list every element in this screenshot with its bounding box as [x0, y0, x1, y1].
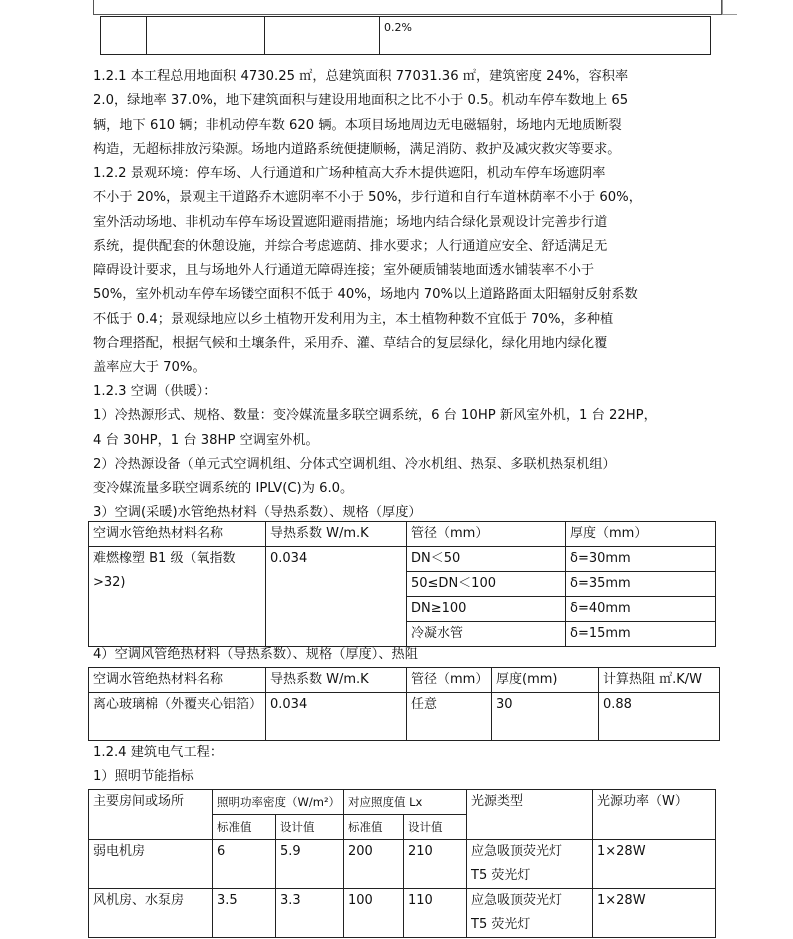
- section-1-2-1: [93, 65, 721, 162]
- table-header: 对应照度值 Lx: [344, 790, 467, 815]
- top-table-fragment: [100, 16, 711, 55]
- page-header-border: [93, 0, 722, 15]
- table-subheader: 设计值: [276, 815, 344, 840]
- text-line: 2.0，绿地率 37.0%，地下建筑面积与建设用地面积之比不小于 0.5。机动车停车数地上 65: [93, 93, 629, 109]
- table-cell: δ=15mm: [566, 622, 716, 647]
- text-line: 2）冷热源设备（单元式空调机组、分体式空调机组、冷水机组、热泵、多联机热泵机组）: [93, 456, 616, 472]
- text-line: 障碍设计要求，且与场地外人行通道无障碍连接；室外硬质铺装地面透水铺装率不小于: [93, 263, 595, 279]
- text-line: 变冷媒流量多联空调系统的 IPLV(C)为 6.0。: [93, 481, 354, 497]
- table-header: 导热系数 W/m.K: [266, 668, 407, 693]
- table-cell: [467, 840, 593, 889]
- table-cell: 100: [344, 889, 404, 938]
- table-header: 光源功率（W）: [593, 790, 716, 840]
- section-heading: 1.2.4 建筑电气工程：: [93, 745, 224, 760]
- text-line: 4 台 30HP，1 台 38HP 空调室外机。: [93, 432, 319, 448]
- table-header: 厚度（mm）: [566, 522, 716, 547]
- table-cell-material: 难燃橡塑 B1 级（氧指数>32): [89, 547, 266, 647]
- table-cell: 210: [404, 840, 467, 889]
- table-cell: DN＜50: [407, 547, 566, 572]
- table-cell: DN≥100: [407, 597, 566, 622]
- page-corner-mark: [722, 0, 737, 15]
- section-heading: 1.2.3 空调（供暖）：: [93, 384, 217, 399]
- text-line: 不低于 0.4；景观绿地应以乡土植物开发利用为主，本土植物种数不宜低于 70%，多种植: [93, 311, 614, 327]
- table-header: 主要房间或场所: [89, 790, 213, 840]
- section-1-2-3: [93, 380, 721, 526]
- table-header: 空调水管绝热材料名称: [89, 522, 266, 547]
- text-line: 辆，地下 610 辆；非机动停车数 620 辆。本项目场地周边无电磁辐射，场地内无地质断裂: [93, 117, 622, 133]
- table-cell: 冷凝水管: [407, 622, 566, 647]
- table-header: 照明功率密度（W/m²）: [213, 790, 344, 815]
- table-cell: 110: [404, 889, 467, 938]
- table-cell: δ=40mm: [566, 597, 716, 622]
- table-cell: δ=30mm: [566, 547, 716, 572]
- table-cell: 0.034: [266, 693, 407, 741]
- table-cell: 3.3: [276, 889, 344, 938]
- table-cell: 30: [492, 693, 599, 741]
- table-header: 管径（mm）: [407, 668, 492, 693]
- text-line: 应急吸顶荧光灯: [471, 893, 563, 908]
- text-line: 1.2.2 景观环境：停车场、人行通道和广场种植高大乔木提供遮阳，机动车停车场遮阴率: [93, 166, 606, 181]
- text-line: 1）照明节能指标: [93, 769, 194, 785]
- text-line: 系统，提供配套的休憩设施，并综合考虑遮荫、排水要求；人行通道应安全、舒适满足无: [93, 238, 608, 254]
- table-header: 计算热阻 ㎡.K/W: [599, 668, 720, 693]
- text-line: 盖率应大于 70%。: [93, 360, 206, 376]
- table-cell: δ=35mm: [566, 572, 716, 597]
- lighting-energy-table: [88, 789, 716, 938]
- table-cell: 任意: [407, 693, 492, 741]
- table-header: 空调水管绝热材料名称: [89, 668, 266, 693]
- water-pipe-insulation-table: [88, 521, 716, 647]
- text-line: 1.2.1 本工程总用地面积 4730.25 ㎡，总建筑面积 77031.36 ㎡，建筑密度 24%，容积率: [93, 69, 629, 84]
- text-line: 不小于 20%，景观主干道路乔木遮阴率不小于 50%，步行道和自行车道林荫率不小于 60%，: [93, 190, 642, 206]
- table-cell-conductivity: 0.034: [266, 547, 407, 647]
- text-line: 构造，无超标排放污染源。场地内道路系统便捷顺畅，满足消防、救护及减灾救灾等要求。: [93, 141, 621, 157]
- table-subheader: 设计值: [404, 815, 467, 840]
- text-line: 物合理搭配，根据气候和土壤条件，采用乔、灌、草结合的复层绿化，绿化用地内绿化覆: [93, 336, 608, 352]
- text-line: 50%，室外机动车停车场镂空面积不低于 40%，场地内 70%以上道路路面太阳辐射反射系数: [93, 287, 638, 303]
- text-line: 3）空调(采暖)水管绝热材料（导热系数）、规格（厚度）: [93, 505, 422, 521]
- table-cell: 风机房、水泵房: [89, 889, 213, 938]
- table-cell: 1×28W: [593, 840, 716, 889]
- air-duct-insulation-table: [88, 667, 720, 741]
- section-1-2-3-item4: [93, 643, 721, 667]
- table-cell: 200: [344, 840, 404, 889]
- table-cell: 50≤DN＜100: [407, 572, 566, 597]
- text-line: T5 荧光灯: [471, 917, 531, 932]
- text-line: 应急吸顶荧光灯: [471, 844, 563, 859]
- table-cell: 5.9: [276, 840, 344, 889]
- section-1-2-2: [93, 162, 721, 381]
- table-cell: 6: [213, 840, 276, 889]
- top-table-value: 0.2%: [380, 17, 711, 55]
- table-header: 厚度(mm): [492, 668, 599, 693]
- text-line: T5 荧光灯: [471, 868, 531, 883]
- table-cell: [467, 889, 593, 938]
- table-cell: 弱电机房: [89, 840, 213, 889]
- table-cell-material: 离心玻璃棉（外覆夹心铝箔）: [89, 693, 266, 741]
- table-cell: 0.88: [599, 693, 720, 741]
- table-cell: 3.5: [213, 889, 276, 938]
- text-line: 4）空调风管绝热材料（导热系数）、规格（厚度）、热阻: [93, 647, 418, 662]
- table-header: 导热系数 W/m.K: [266, 522, 407, 547]
- table-header: 光源类型: [467, 790, 593, 840]
- table-subheader: 标准值: [213, 815, 276, 840]
- text-line: 1）冷热源形式、规格、数量：变冷媒流量多联空调系统，6 台 10HP 新风室外机，1 台 22HP，: [93, 408, 657, 424]
- table-cell: 1×28W: [593, 889, 716, 938]
- table-subheader: 标准值: [344, 815, 404, 840]
- table-header: 管径（mm）: [407, 522, 566, 547]
- section-1-2-4: [93, 741, 721, 790]
- text-line: 室外活动场地、非机动车停车场设置遮阳避雨措施；场地内结合绿化景观设计完善步行道: [93, 214, 608, 230]
